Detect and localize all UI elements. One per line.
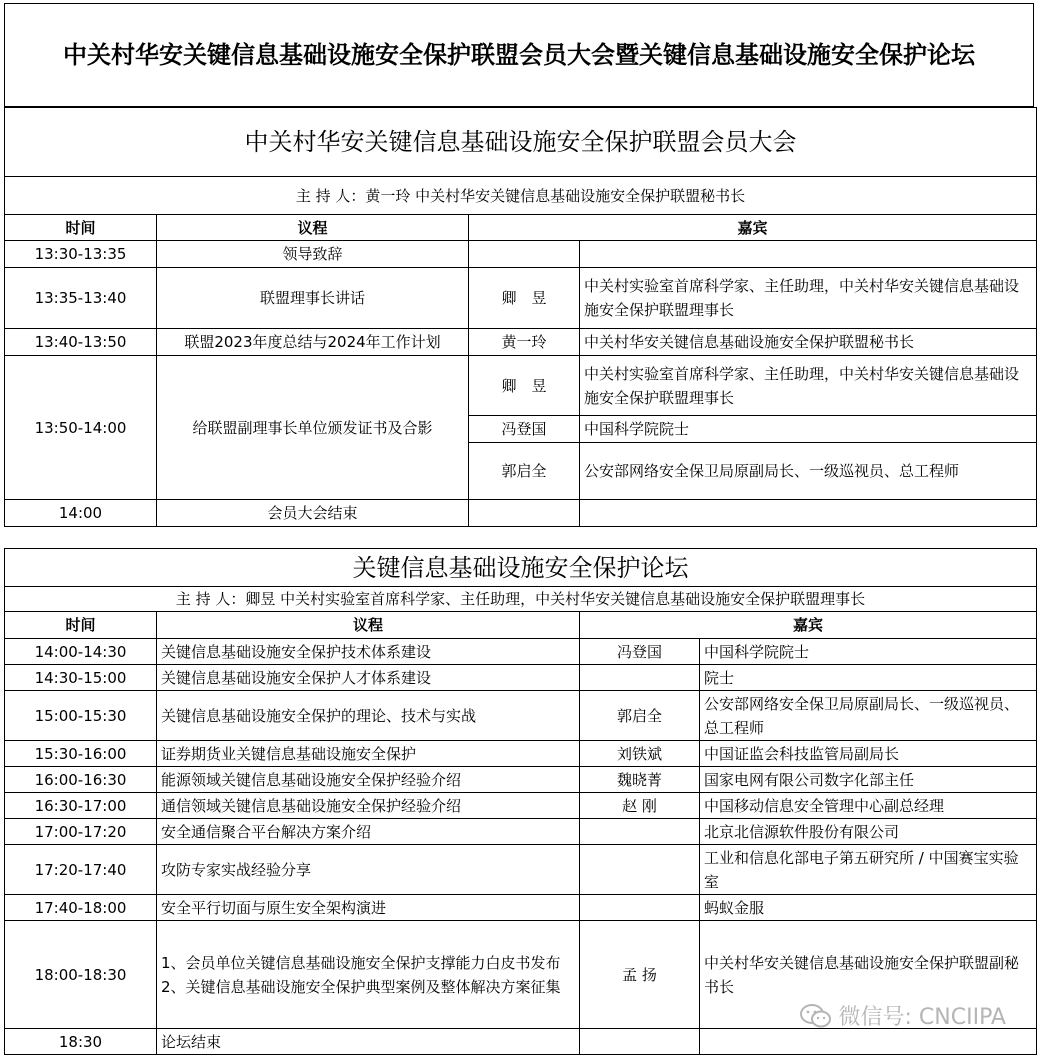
time-cell: 18:30 [5, 1029, 157, 1055]
guest-name-cell [580, 845, 700, 895]
watermark-text: 微信号: CNCIIPA [838, 1005, 1006, 1030]
guest-title-cell: 蚂蚁金服 [700, 895, 1037, 921]
table-row [5, 691, 1037, 741]
guest-name-cell [469, 500, 580, 527]
time-cell: 13:30-13:35 [5, 241, 157, 268]
agenda-cell: 关键信息基础设施安全保护技术体系建设 [157, 639, 580, 665]
agenda-cell: 通信领域关键信息基础设施安全保护经验介绍 [157, 793, 580, 819]
guest-title-cell: 中关村华安关键信息基础设施安全保护联盟秘书长 [580, 329, 1037, 356]
guest-title-cell: 国家电网有限公司数字化部主任 [700, 767, 1037, 793]
main-title: 中关村华安关键信息基础设施安全保护联盟会员大会暨关键信息基础设施安全保护论坛 [4, 3, 1034, 107]
agenda-line: 2、关键信息基础设施安全保护典型案例及整体解决方案征集 [161, 977, 561, 996]
time-cell: 17:00-17:20 [5, 819, 157, 845]
agenda-cell: 安全通信聚合平台解决方案介绍 [157, 819, 580, 845]
time-cell: 17:20-17:40 [5, 845, 157, 895]
header-agenda: 议程 [157, 215, 469, 241]
table-row [5, 741, 1037, 767]
guest-name-cell [580, 819, 700, 845]
wechat-icon [799, 1002, 833, 1030]
agenda-cell [157, 921, 580, 1029]
table-row [5, 895, 1037, 921]
section1-title: 中关村华安关键信息基础设施安全保护联盟会员大会 [5, 108, 1037, 177]
time-cell: 13:50-14:00 [5, 356, 157, 500]
agenda-cell: 关键信息基础设施安全保护的理论、技术与实战 [157, 691, 580, 741]
guest-title-cell: 中国移动信息安全管理中心副总经理 [700, 793, 1037, 819]
agenda-cell: 攻防专家实战经验分享 [157, 845, 580, 895]
time-cell: 13:35-13:40 [5, 268, 157, 329]
guest-title-cell [580, 500, 1037, 527]
table-row [5, 241, 1037, 268]
section1-table [4, 107, 1037, 527]
guest-title-cell [700, 1029, 1037, 1055]
agenda-cell: 联盟2023年度总结与2024年工作计划 [157, 329, 469, 356]
guest-title-cell: 中关村实验室首席科学家、主任助理，中关村华安关键信息基础设施安全保护联盟理事长 [580, 356, 1037, 416]
guest-name-cell: 卿 昱 [469, 268, 580, 329]
guest-name-cell: 孟 扬 [580, 921, 700, 1029]
time-cell: 17:40-18:00 [5, 895, 157, 921]
table-row [5, 500, 1037, 527]
time-cell: 18:00-18:30 [5, 921, 157, 1029]
header-agenda: 议程 [157, 612, 580, 639]
guest-title-cell: 公安部网络安全保卫局原副局长、一级巡视员、总工程师 [700, 691, 1037, 741]
table-row [5, 356, 1037, 416]
guest-name-cell [580, 895, 700, 921]
agenda-cell: 领导致辞 [157, 241, 469, 268]
agenda-cell: 关键信息基础设施安全保护人才体系建设 [157, 665, 580, 691]
guest-title-cell: 院士 [700, 665, 1037, 691]
agenda-cell: 安全平行切面与原生安全架构演进 [157, 895, 580, 921]
agenda-cell: 证券期货业关键信息基础设施安全保护 [157, 741, 580, 767]
guest-title-cell [580, 241, 1037, 268]
guest-name-cell: 魏晓菁 [580, 767, 700, 793]
time-cell: 14:00 [5, 500, 157, 527]
time-cell: 14:00-14:30 [5, 639, 157, 665]
guest-name-cell [469, 241, 580, 268]
agenda-cell: 给联盟副理事长单位颁发证书及合影 [157, 356, 469, 500]
agenda-line: 1、会员单位关键信息基础设施安全保护支撑能力白皮书发布 [161, 953, 561, 972]
guest-name-cell: 刘铁斌 [580, 741, 700, 767]
time-cell: 16:30-17:00 [5, 793, 157, 819]
guest-name-cell [580, 1029, 700, 1055]
guest-name-cell: 冯登国 [580, 639, 700, 665]
guest-name-cell: 冯登国 [469, 416, 580, 443]
agenda-cell: 会员大会结束 [157, 500, 469, 527]
table-row [5, 639, 1037, 665]
header-guest: 嘉宾 [580, 612, 1037, 639]
guest-title-cell: 工业和信息化部电子第五研究所 / 中国赛宝实验室 [700, 845, 1037, 895]
table-row [5, 329, 1037, 356]
guest-title-cell: 中国科学院院士 [700, 639, 1037, 665]
watermark [799, 1000, 1006, 1031]
table-row [5, 665, 1037, 691]
time-cell: 14:30-15:00 [5, 665, 157, 691]
section2-title: 关键信息基础设施安全保护论坛 [5, 549, 1037, 587]
section1-host: 主 持 人：黄一玲 中关村华安关键信息基础设施安全保护联盟秘书长 [5, 177, 1037, 215]
guest-name-cell: 赵 刚 [580, 793, 700, 819]
table-row [5, 1029, 1037, 1055]
agenda-cell: 能源领域关键信息基础设施安全保护经验介绍 [157, 767, 580, 793]
guest-name-cell: 卿 昱 [469, 356, 580, 416]
guest-name-cell: 郭启全 [580, 691, 700, 741]
guest-title-cell: 中关村实验室首席科学家、主任助理，中关村华安关键信息基础设施安全保护联盟理事长 [580, 268, 1037, 329]
guest-name-cell: 郭启全 [469, 443, 580, 500]
guest-title-cell: 中国科学院院士 [580, 416, 1037, 443]
time-cell: 13:40-13:50 [5, 329, 157, 356]
table-row [5, 819, 1037, 845]
table-row [5, 845, 1037, 895]
time-cell: 15:30-16:00 [5, 741, 157, 767]
table-row [5, 268, 1037, 329]
header-time: 时间 [5, 215, 157, 241]
section2-table [4, 548, 1037, 1055]
guest-title-cell: 北京北信源软件股份有限公司 [700, 819, 1037, 845]
guest-name-cell: 黄一玲 [469, 329, 580, 356]
guest-title-cell: 公安部网络安全保卫局原副局长、一级巡视员、总工程师 [580, 443, 1037, 500]
table-row [5, 793, 1037, 819]
section2-host: 主 持 人：卿昱 中关村实验室首席科学家、主任助理，中关村华安关键信息基础设施安全保护联盟理事长 [5, 587, 1037, 612]
table-row [5, 767, 1037, 793]
header-time: 时间 [5, 612, 157, 639]
agenda-cell: 论坛结束 [157, 1029, 580, 1055]
guest-title-cell: 中关村华安关键信息基础设施安全保护联盟副秘书长 [700, 921, 1037, 1029]
guest-name-cell [580, 665, 700, 691]
time-cell: 15:00-15:30 [5, 691, 157, 741]
time-cell: 16:00-16:30 [5, 767, 157, 793]
header-guest: 嘉宾 [469, 215, 1037, 241]
guest-title-cell: 中国证监会科技监管局副局长 [700, 741, 1037, 767]
agenda-cell: 联盟理事长讲话 [157, 268, 469, 329]
